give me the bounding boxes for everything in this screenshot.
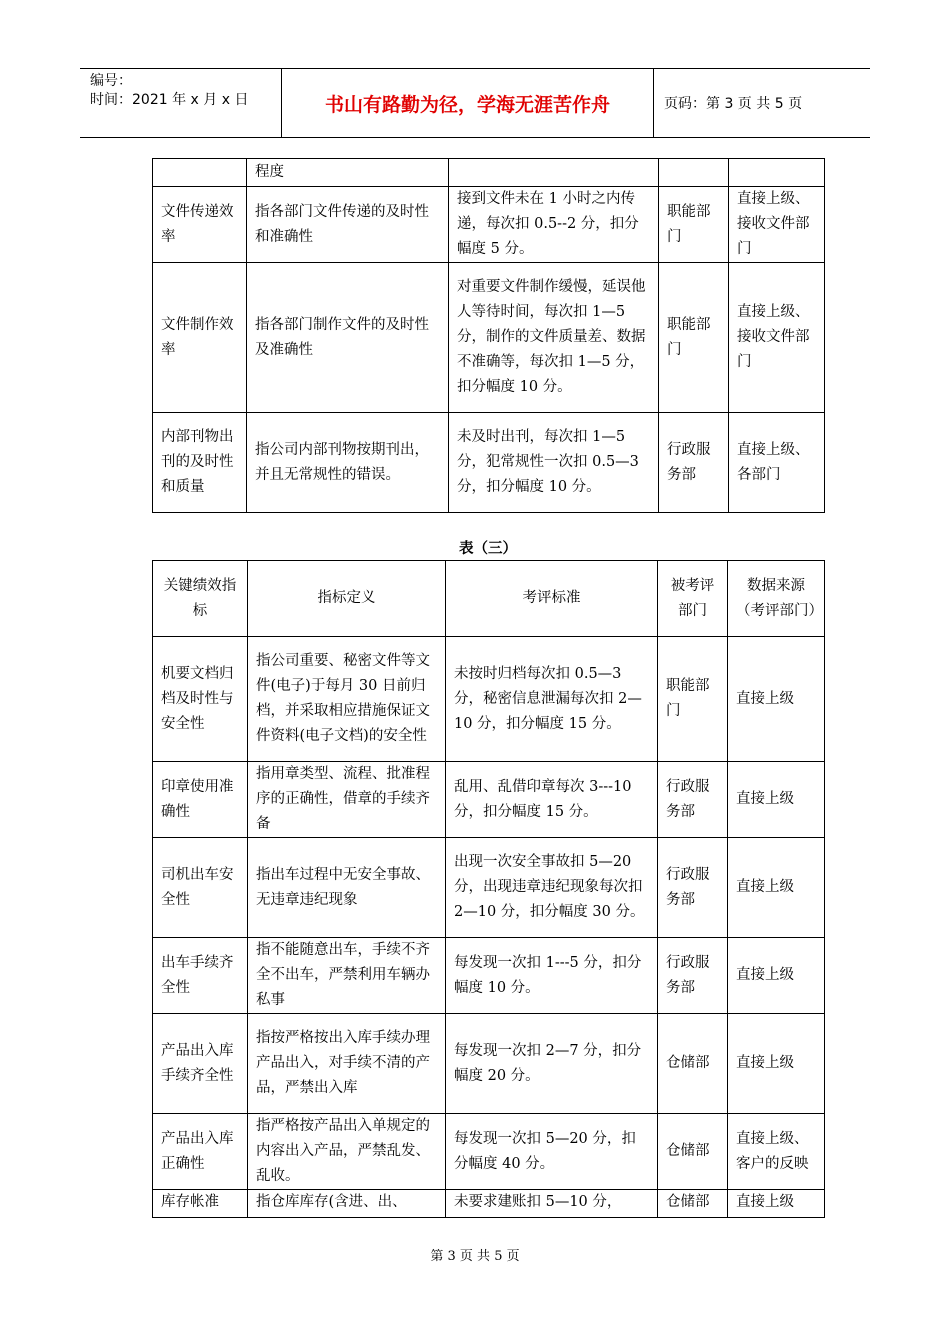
table-row	[153, 637, 825, 762]
cell-source: 直接上级	[728, 637, 825, 762]
cell-indicator: 产品出入库手续齐全性	[153, 1014, 248, 1114]
cell-dept: 行政服务部	[658, 762, 728, 838]
cell-source: 直接上级	[728, 1014, 825, 1114]
cell-dept: 仓储部	[658, 1190, 728, 1218]
cell-definition: 指各部门文件传递的及时性和准确性	[247, 187, 449, 263]
cell-source: 直接上级、客户的反映	[728, 1114, 825, 1190]
column-header: 指标定义	[248, 561, 446, 637]
cell-indicator: 文件制作效率	[153, 263, 247, 413]
cell-definition: 指公司内部刊物按期刊出，并且无常规性的错误。	[247, 413, 449, 513]
cell-definition: 程度	[247, 159, 449, 187]
cell-standard: 未要求建账扣 5—10 分，	[446, 1190, 658, 1218]
header-page-info: 页码：第 3 页 共 5 页	[664, 96, 803, 112]
cell-standard: 出现一次安全事故扣 5—20 分，出现违章违纪现象每次扣 2—10 分，扣分幅度 30 分。	[446, 838, 658, 938]
table-row	[153, 187, 825, 263]
column-header: 被考评部门	[658, 561, 728, 637]
cell-indicator: 出车手续齐全性	[153, 938, 248, 1014]
table-row	[153, 159, 825, 187]
cell-definition: 指按严格按出入库手续办理产品出入，对手续不清的产品，严禁出入库	[248, 1014, 446, 1114]
cell-dept: 职能部门	[658, 637, 728, 762]
page-header	[80, 68, 870, 138]
cell-source: 直接上级、接收文件部门	[729, 187, 825, 263]
cell-standard: 每发现一次扣 5—20 分，扣分幅度 40 分。	[446, 1114, 658, 1190]
table-row	[153, 838, 825, 938]
kpi-table-3	[152, 560, 825, 1218]
table-header-row	[153, 561, 825, 637]
cell-dept: 行政服务部	[658, 938, 728, 1014]
cell-definition: 指各部门制作文件的及时性及准确性	[247, 263, 449, 413]
cell-indicator: 印章使用准确性	[153, 762, 248, 838]
cell-source: 直接上级、接收文件部门	[729, 263, 825, 413]
table-row	[153, 1014, 825, 1114]
cell-standard: 每发现一次扣 2—7 分，扣分幅度 20 分。	[446, 1014, 658, 1114]
cell-indicator: 机要文档归档及时性与安全性	[153, 637, 248, 762]
cell-standard: 接到文件未在 1 小时之内传递，每次扣 0.5--2 分，扣分幅度 5 分。	[449, 187, 659, 263]
cell-standard: 对重要文件制作缓慢，延误他人等待时间，每次扣 1—5 分，制作的文件质量差、数据不准确等，每次扣 1—5 分，扣分幅度 10 分。	[449, 263, 659, 413]
cell-definition: 指用章类型、流程、批准程序的正确性，借章的手续齐备	[248, 762, 446, 838]
table-caption: 表（三）	[459, 541, 517, 557]
cell-definition: 指仓库库存(含进、出、	[248, 1190, 446, 1218]
header-motto: 书山有路勤为径，学海无涯苦作舟	[282, 69, 654, 137]
cell-definition: 指不能随意出车，手续不齐全不出车，严禁利用车辆办私事	[248, 938, 446, 1014]
doc-number-label: 编号：	[90, 73, 132, 89]
cell-source: 直接上级、各部门	[729, 413, 825, 513]
cell-definition: 指出车过程中无安全事故、无违章违纪现象	[248, 838, 446, 938]
doc-date: 时间：2021 年 x 月 x 日	[90, 92, 249, 108]
table-row	[153, 938, 825, 1014]
cell-source	[729, 159, 825, 187]
table-row	[153, 762, 825, 838]
cell-definition: 指公司重要、秘密文件等文件(电子)于每月 30 日前归档，并采取相应措施保证文件资料(电子文档)的安全性	[248, 637, 446, 762]
cell-indicator: 产品出入库正确性	[153, 1114, 248, 1190]
cell-standard	[449, 159, 659, 187]
cell-standard: 乱用、乱借印章每次 3---10 分，扣分幅度 15 分。	[446, 762, 658, 838]
column-header: 考评标准	[446, 561, 658, 637]
cell-standard: 每发现一次扣 1---5 分，扣分幅度 10 分。	[446, 938, 658, 1014]
cell-dept: 职能部门	[659, 187, 729, 263]
header-meta	[80, 69, 282, 137]
column-header: 关键绩效指标	[153, 561, 248, 637]
cell-source: 直接上级	[728, 838, 825, 938]
table-row	[153, 1190, 825, 1218]
cell-indicator: 内部刊物出刊的及时性和质量	[153, 413, 247, 513]
cell-indicator: 库存帐准	[153, 1190, 248, 1218]
cell-indicator: 文件传递效率	[153, 187, 247, 263]
cell-indicator	[153, 159, 247, 187]
table-row	[153, 1114, 825, 1190]
cell-standard: 未按时归档每次扣 0.5—3 分，秘密信息泄漏每次扣 2—10 分，扣分幅度 15 分。	[446, 637, 658, 762]
cell-source: 直接上级	[728, 762, 825, 838]
cell-dept: 仓储部	[658, 1014, 728, 1114]
table-row	[153, 263, 825, 413]
cell-dept: 职能部门	[659, 263, 729, 413]
cell-dept: 行政服务部	[659, 413, 729, 513]
cell-dept: 仓储部	[658, 1114, 728, 1190]
cell-dept: 行政服务部	[658, 838, 728, 938]
kpi-table-continued	[152, 158, 825, 513]
cell-indicator: 司机出车安全性	[153, 838, 248, 938]
column-header: 数据来源（考评部门）	[728, 561, 825, 637]
cell-source: 直接上级	[728, 1190, 825, 1218]
cell-source: 直接上级	[728, 938, 825, 1014]
cell-dept	[659, 159, 729, 187]
cell-standard: 未及时出刊，每次扣 1—5 分，犯常规性一次扣 0.5—3 分，扣分幅度 10 分。	[449, 413, 659, 513]
table-row	[153, 413, 825, 513]
cell-definition: 指严格按产品出入单规定的内容出入产品，严禁乱发、乱收。	[248, 1114, 446, 1190]
page-footer: 第 3 页 共 5 页	[430, 1249, 520, 1264]
